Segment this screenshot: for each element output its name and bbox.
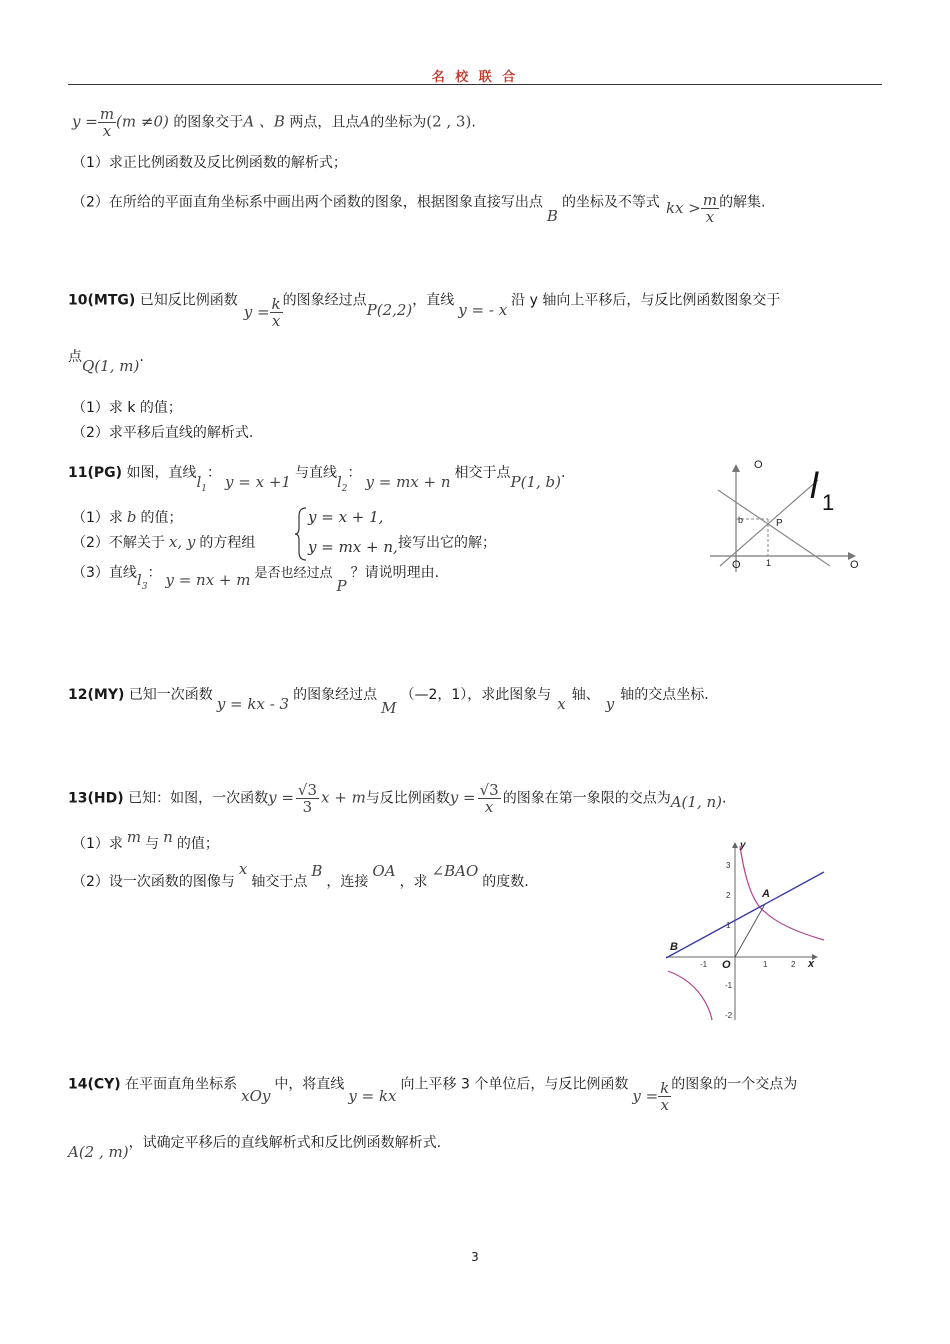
q13-fig-a: A [762,888,770,900]
q13-fig-y: y [740,840,746,851]
q13-figure [662,840,832,1025]
q10-point-p: P(2,2) [366,300,413,319]
q11-part3-text: （3）直线 [72,565,137,581]
q14-text2: 中，将直线 [274,1076,345,1093]
q9-condition: (m ≠0) [116,112,169,131]
q13-part2-text4: ，求 [399,874,428,890]
q9-ineq-fraction: $\frac{m}{x}$ [702,191,718,226]
q10-line1 [68,284,781,330]
q14-text4: 的图象的一个交点为 [671,1076,798,1093]
q13-part1-text3: 的值； [176,836,219,852]
q11-l1: $l_1$ [196,473,208,494]
q10-text1: 已知反比例函数 [139,292,238,309]
q13-text1: 已知：如图，一次函数 [128,790,269,807]
q10-text6: . [139,349,144,365]
q9-part2-text: （2）在所给的平面直角坐标系中画出两个函数的图象，根据图象直接写出点 [72,194,543,211]
brace-icon [294,506,308,562]
q10-part2: （2）求平移后直线的解析式. [72,425,254,441]
q12-text3: （—2，1），求此图象与 [400,687,552,703]
q14-text5: ，试确定平移后的直线解析式和反比例函数解析式. [128,1135,442,1151]
q13-fig-o: O [722,959,731,971]
q11-y-arrow-icon [732,464,740,472]
q11-colon3: ： [147,565,162,581]
q13-part1 [72,828,219,853]
q13-b: B [311,862,323,880]
q9-coord: (2 , 3) [426,112,472,131]
q11-figure [700,452,870,582]
q11-text1: 如图，直线 [126,465,197,481]
q11-eq3: y = nx + m [165,571,251,589]
q11-l3: $l_3$ [136,571,148,592]
q11-l2: $l_2$ [336,473,348,494]
q12-line1 [68,684,709,717]
q11-fig-p: P [776,518,783,529]
q10-text2: 的图象经过点 [282,292,367,309]
q11-eq1: y = x +1 [225,473,291,491]
q11-p2: P [336,577,347,595]
q11-part3 [72,562,440,595]
q14-line2 [68,1132,442,1161]
q11-part2c: 接写出它的解； [398,535,496,551]
q13-part2-text2: 轴交于点 [251,874,308,890]
q12-eq: y = kx - 3 [216,695,290,713]
q12-point-m: M [381,699,397,717]
q11-part3-text3: ？请说明理由. [350,565,440,581]
q11-text2: 与直线 [294,465,337,481]
q12-y: y [605,695,615,713]
q9-text2: 两点，且点 [289,114,360,131]
q11-fig-l1-sub: 1 [822,490,835,515]
q13-part2 [72,860,529,891]
header-title: 名 校 联 合 [431,70,519,85]
q9-fraction: $\frac{m}{x}$ [99,105,115,140]
q14-xoy: xOy [241,1086,271,1105]
q9-part2-text3: 的解集. [719,194,766,211]
q13-lhs1: y = [268,788,294,807]
q13-tail1: x + m [321,788,366,807]
q13-y-arrow-icon [732,842,738,848]
q11-part2 [72,532,255,552]
q9-points-ab: A 、B [243,112,285,131]
q13-point-a: A(1, n) [670,792,722,811]
q13-angle: ∠BAO [431,862,479,880]
q11-fig-b: b [738,515,744,525]
q12-text5: 轴的交点坐标. [620,687,709,703]
q10-text5: 点 [68,349,82,365]
q12-x: x [557,695,566,713]
q10-label: 10(MTG) [68,292,136,309]
q13-part2-text: （2）设一次函数的图像与 [72,874,235,890]
q13-fig-xtick-1: 1 [763,960,768,969]
q11-colon2: ： [347,465,362,481]
q13-part2-text3: ，连接 [326,874,369,890]
q11-fig-one: 1 [766,558,772,568]
q10-part1: （1）求 k 的值； [72,400,182,416]
q11-line-l1 [720,480,818,566]
q11-fig-o-br: O [850,559,859,571]
q13-line1 [68,782,726,815]
q11-colon1: ： [207,465,222,481]
q11-part3-text2: 是否也经过点 [254,566,333,581]
q10-line-eq: y = - x [458,300,508,319]
q11-text4: . [561,465,566,481]
q14-line1 [68,1068,798,1114]
q10-line2 [68,346,144,375]
q9-text4: . [471,114,476,131]
q13-fig-ytick-1: 1 [726,921,731,930]
q13-fig-ytick-3: 3 [726,861,731,870]
q11-part2-text2: 的方程组 [199,535,256,551]
q12-text1: 已知一次函数 [128,687,213,703]
q11-label: 11(PG) [68,465,123,481]
q12-text2: 的图象经过点 [293,687,378,703]
q9-part1: （1）求正比例函数及反比例函数的解析式； [72,155,347,171]
q13-m: m [126,828,142,846]
q13-fraction2: $\frac{√3}{x}$ [479,781,499,816]
q13-text2: 与反比例函数 [365,790,450,807]
q9-text3: 的坐标为 [370,114,427,131]
q10-fraction: $\frac{k}{x}$ [271,295,281,330]
q10-lhs: y = [243,302,270,321]
q13-text3: 的图象在第一象限的交点为 [502,790,671,807]
q11-line1 [68,462,566,494]
q14-lhs: y = [632,1086,659,1105]
page-number: 3 [471,1250,479,1264]
header-rule [68,84,882,85]
q10-text3: ，直线 [412,292,455,309]
q9-text1: 的图象交于 [173,114,244,131]
q11-part1 [72,507,183,527]
q14-text3: 向上平移 3 个单位后，与反比例函数 [400,1076,629,1093]
q10-text4: 沿 y 轴向上平移后，与反比例函数图象交于 [511,292,781,309]
q11-fig-l1-big: l [810,465,818,506]
q13-fig-ytick-2: 2 [726,891,731,900]
q11-fig-o-top: O [754,459,763,471]
q13-part2-text5: 的度数. [482,874,529,890]
q13-part1-text2: 与 [145,836,160,852]
q13-x: x [238,860,248,878]
q13-lhs2: y = [449,788,476,807]
q13-fig-ytick-m1: -1 [725,981,733,990]
q13-fig-b: B [670,941,678,953]
q11-fig-o-bl: O [732,559,741,571]
q13-fig-x: x [808,958,815,970]
q11-b: b [126,508,137,526]
q14-eq: y = kx [348,1086,397,1105]
q14-fraction: $\frac{k}{x}$ [660,1079,670,1114]
q13-fig-ytick-m2: -2 [725,1011,733,1020]
q11-sys-eq2: y = mx + n, [308,538,398,556]
q10-point-q: Q(1, m) [82,357,140,375]
q11-point-p: P(1, b) [510,473,562,491]
q11-text3: 相交于点 [454,465,511,481]
q11-part1-text: （1）求 [72,510,123,526]
q13-n: n [163,828,173,846]
q9-lhs: y = [72,112,98,131]
q13-text4: . [722,790,727,807]
q14-label: 14(CY) [68,1076,121,1093]
q13-fig-xtick-2: 2 [791,960,796,969]
q12-text4: 轴、 [571,687,600,703]
q13-part1-text: （1）求 [72,836,123,852]
q9-line1 [72,106,476,139]
q14-text1: 在平面直角坐标系 [125,1076,238,1093]
q13-label: 13(HD) [68,790,124,807]
q11-part2-text: （2）不解关于 [72,535,165,551]
q11-part1-text2: 的值； [140,510,183,526]
q14-point-a: A(2 , m) [68,1143,129,1161]
q11-sys-eq1: y = x + 1, [308,508,384,526]
q13-fig-xtick-m1: -1 [700,960,708,969]
q13-line [666,872,824,958]
q9-point-b: B [546,206,558,225]
q12-label: 12(MY) [68,687,125,703]
q9-part2-text2: 的坐标及不等式 [561,194,660,211]
q9-ineq-lhs: kx > [665,198,701,217]
q9-part2 [72,186,766,226]
q11-eq2: y = mx + n [365,473,451,491]
q13-fraction1: $\frac{√3}{3}$ [297,781,317,816]
q11-xy: x, y [168,533,196,551]
q13-oa: OA [372,862,396,880]
q9-point-a: A [359,112,371,131]
q13-hyperbola-q3 [668,971,712,1020]
